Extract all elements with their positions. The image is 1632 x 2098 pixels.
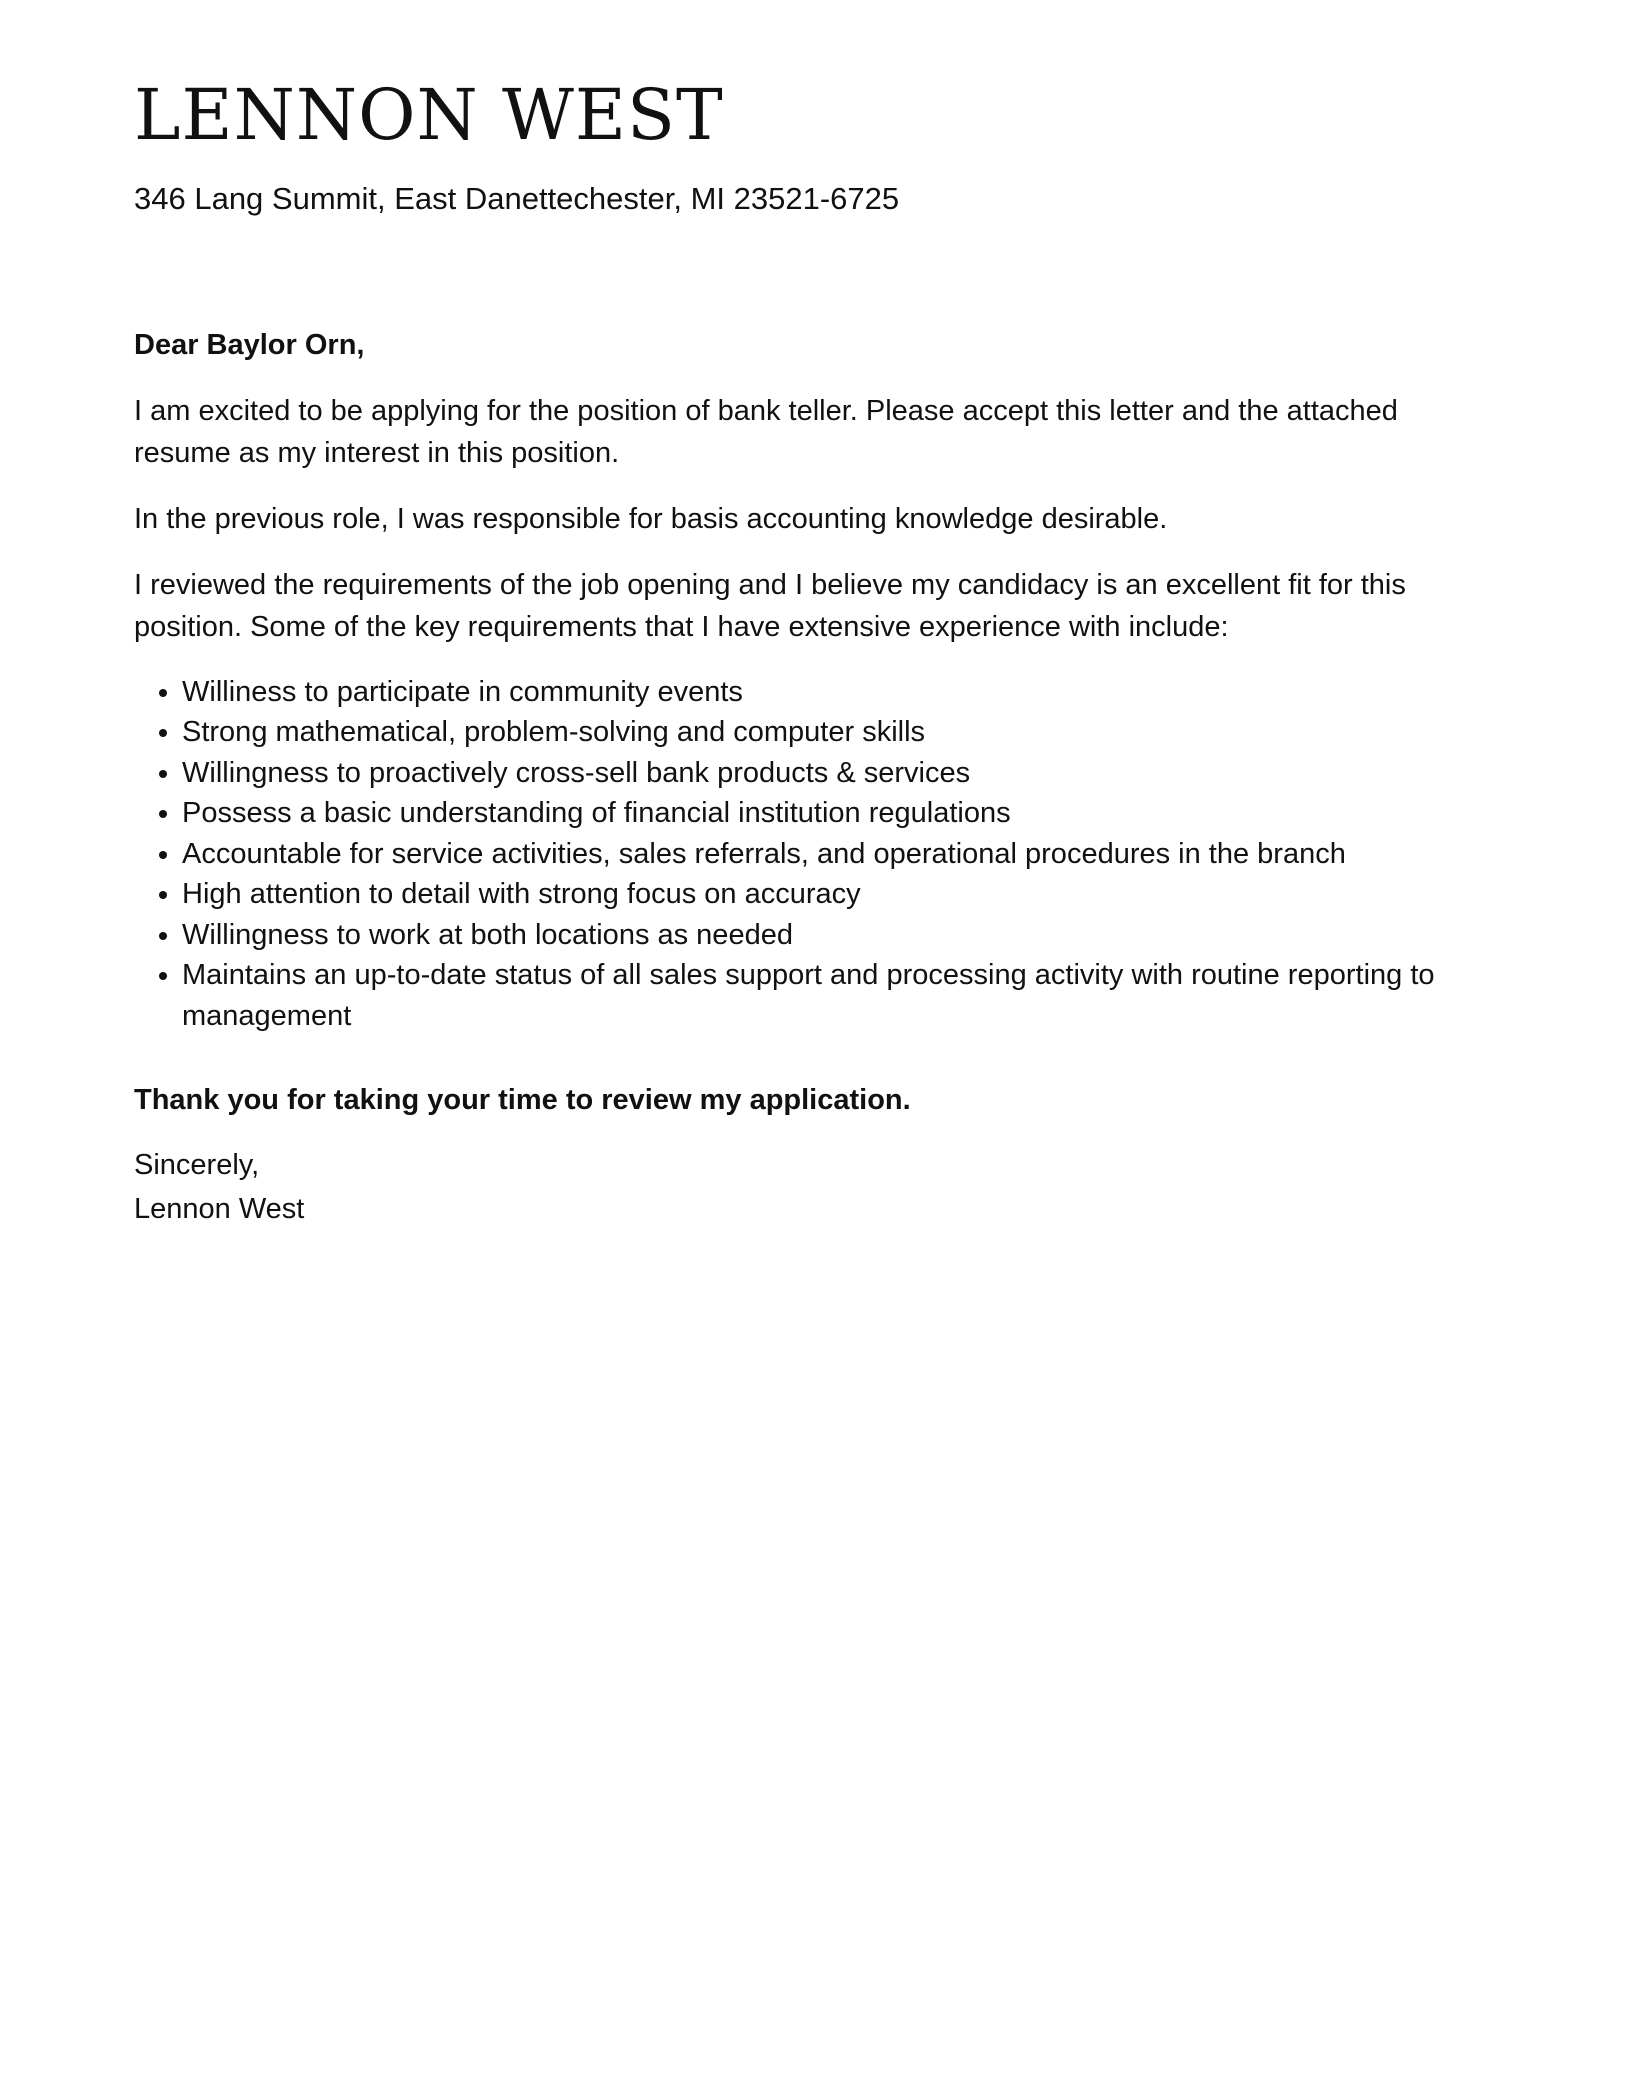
requirements-list: [134, 672, 1494, 1037]
list-item: • Accountable for service activities, sales referrals, and operational procedures in the branch: [182, 834, 1494, 875]
list-item: • High attention to detail with strong focus on accuracy: [182, 874, 1494, 915]
list-item: • Strong mathematical, problem-solving and computer skills: [182, 712, 1494, 753]
list-item: • Willingness to proactively cross-sell bank products & services: [182, 753, 1494, 794]
letter-body: [134, 74, 1494, 1231]
intro-paragraph: I am excited to be applying for the position of bank teller. Please accept this letter and the attached resume as my interest in this position.: [134, 394, 1398, 469]
list-item: • Possess a basic understanding of financial institution regulations: [182, 793, 1494, 834]
list-item: • Willingness to work at both locations as needed: [182, 915, 1494, 956]
signoff-block: [134, 1143, 1494, 1231]
experience-paragraph: In the previous role, I was responsible for basis accounting knowledge desirable.: [134, 502, 1168, 535]
salutation: Dear Baylor Orn,: [134, 329, 365, 362]
applicant-address: 346 Lang Summit, East Danettechester, MI 23521-6725: [134, 181, 900, 216]
requirements-intro-paragraph: I reviewed the requirements of the job opening and I believe my candidacy is an excellent fit for this position. Some of the key requirements that I have extensive experience with include:: [134, 568, 1406, 643]
list-item: • Williness to participate in community events: [182, 672, 1494, 713]
list-item: • Maintains an up-to-date status of all sales support and processing activity with routine reporting to management: [182, 955, 1494, 1036]
signoff-word: Sincerely,: [134, 1148, 260, 1181]
signature-name: Lennon West: [134, 1192, 305, 1225]
closing-line: Thank you for taking your time to review my application.: [134, 1084, 911, 1117]
applicant-name: LENNON WEST: [134, 74, 724, 156]
